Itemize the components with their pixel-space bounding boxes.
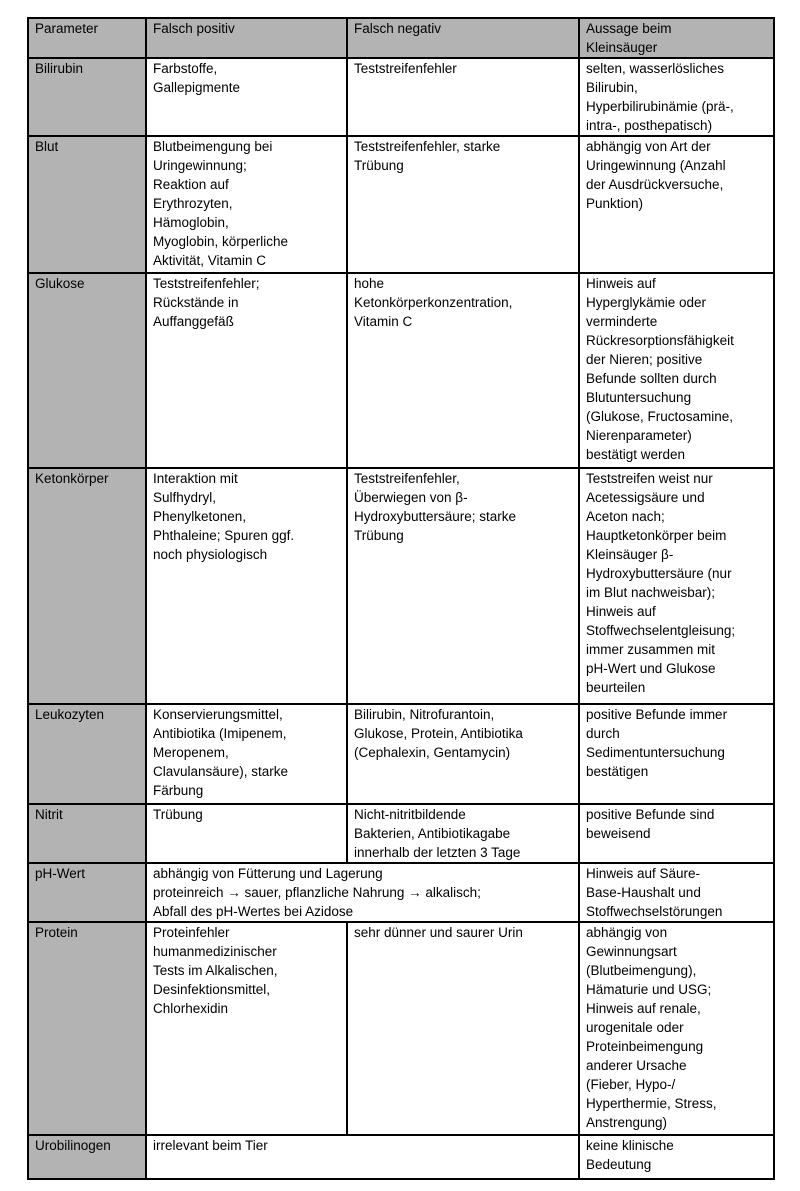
cell-text-line: Phthaleine; Spuren ggf. — [153, 528, 295, 543]
header-row — [28, 18, 774, 58]
cell-text-line: Base-Haushalt und — [586, 885, 701, 900]
parameter-cell: Leukozyten — [28, 704, 146, 804]
cell-text-line: Glukose, Protein, Antibiotika — [354, 726, 523, 741]
table-row — [28, 922, 774, 1135]
falsch-positiv-cell — [146, 136, 347, 273]
parameter-cell: Protein — [28, 922, 146, 1135]
aussage-cell — [579, 136, 774, 273]
cell-text-line: bestätigt werden — [586, 447, 686, 462]
cell-text-line: Abfall des pH-Wertes bei Azidose — [153, 904, 354, 919]
table-row — [28, 863, 774, 922]
cell-text-line: Hyperthermie, Stress, — [586, 1096, 717, 1111]
cell-text-line: Hyperglykämie oder — [586, 295, 707, 310]
cell-text-line: (Fieber, Hypo-/ — [586, 1077, 676, 1092]
cell-text-line: anderer Ursache — [586, 1058, 687, 1073]
cell-text-line: bestätigen — [586, 764, 649, 779]
cell-text-line: Trübung — [354, 528, 404, 543]
cell-text-line: Myoglobin, körperliche — [153, 234, 289, 249]
cell-text-line: selten, wasserlösliches — [586, 61, 725, 76]
cell-text-line: Gallepigmente — [153, 80, 241, 95]
cell-text-line: humanmedizinischer — [153, 944, 277, 959]
table-row — [28, 704, 774, 804]
parameter-cell: Bilirubin — [28, 58, 146, 136]
cell-text-line: Ketonkörperkonzentration, — [354, 295, 513, 310]
cell-text-line: durch — [586, 726, 620, 741]
cell-text-line: (Blutbeimengung), — [586, 963, 697, 978]
cell-text-line: Kleinsäuger — [586, 40, 658, 55]
aussage-cell — [579, 922, 774, 1135]
cell-text-line: (Cephalexin, Gentamycin) — [354, 745, 511, 760]
cell-text-line: verminderte — [586, 314, 658, 329]
cell-text-line: noch physiologisch — [153, 547, 268, 562]
cell-text-line: abhängig von Fütterung und Lagerung — [153, 866, 383, 881]
cell-text-line: Hyperbilirubinämie (prä-, — [586, 99, 734, 114]
table-row — [28, 1135, 774, 1179]
cell-text-line: Färbung — [153, 783, 204, 798]
cell-text-line: beweisend — [586, 826, 651, 841]
cell-text-line: Erythrozyten, — [153, 196, 233, 211]
cell-text-line: Hauptketonkörper beim — [586, 528, 727, 543]
urinanalysis-table — [27, 17, 775, 1180]
column-header-aussage — [579, 18, 774, 58]
aussage-cell — [579, 273, 774, 468]
cell-text-line: Bedeutung — [586, 1157, 652, 1172]
cell-text-line: der Nieren; positive — [586, 352, 703, 367]
cell-text-line: irrelevant beim Tier — [153, 1138, 268, 1153]
cell-text-line: Befunde sollten durch — [586, 371, 717, 386]
table-row — [28, 273, 774, 468]
aussage-cell — [579, 58, 774, 136]
cell-text-line: Aktivität, Vitamin C — [153, 253, 267, 268]
parameter-cell: Ketonkörper — [28, 468, 146, 704]
falsch-positiv-cell — [146, 704, 347, 804]
cell-text-line: positive Befunde sind — [586, 807, 715, 822]
falsch-positiv-cell — [146, 273, 347, 468]
cell-text-line: keine klinische — [586, 1138, 674, 1153]
falsch-positiv-cell — [146, 804, 347, 863]
cell-text-line: Hinweis auf — [586, 276, 656, 291]
cell-text-line: Hinweis auf Säure- — [586, 866, 701, 881]
cell-text-line: Hämoglobin, — [153, 215, 229, 230]
cell-text-line: Rückresorptionsfähigkeit — [586, 333, 734, 348]
falsch-negativ-cell — [347, 704, 579, 804]
cell-text-line: Aussage beim — [586, 21, 672, 36]
falsch-negativ-cell — [347, 804, 579, 863]
parameter-cell: Blut — [28, 136, 146, 273]
cell-text-line: Blutuntersuchung — [586, 390, 692, 405]
cell-text-line: Sedimentuntersuchung — [586, 745, 725, 760]
aussage-cell — [579, 804, 774, 863]
document-page — [27, 17, 773, 1177]
cell-text-line: Clavulansäure), starke — [153, 764, 289, 779]
cell-text-line: Hydroxybuttersäure; starke — [354, 509, 517, 524]
cell-text-line: Falsch positiv — [153, 21, 235, 36]
cell-text-line: Stoffwechselstörungen — [586, 904, 723, 919]
cell-text-line: (Glukose, Fructosamine, — [586, 409, 734, 424]
cell-text-line: Anstrengung) — [586, 1115, 668, 1130]
falsch-negativ-cell — [347, 922, 579, 1135]
cell-text-line: Trübung — [153, 807, 203, 822]
cell-text-line: abhängig von — [586, 925, 668, 940]
table-row — [28, 804, 774, 863]
cell-text-line: positive Befunde immer — [586, 707, 728, 722]
cell-text-line: Teststreifenfehler, — [354, 471, 460, 486]
cell-text-line: Teststreifen weist nur — [586, 471, 713, 486]
cell-text-line: Konservierungsmittel, — [153, 707, 283, 722]
cell-text-line: Phenylketonen, — [153, 509, 247, 524]
cell-text-line: Auffanggefäß — [153, 314, 234, 329]
cell-text-line: Hinweis auf — [586, 604, 656, 619]
merged-cell — [146, 863, 579, 922]
column-header-falsch-negativ — [347, 18, 579, 58]
cell-text-line: hohe — [354, 276, 385, 291]
falsch-negativ-cell — [347, 58, 579, 136]
cell-text-line: Hydroxybuttersäure (nur — [586, 566, 732, 581]
cell-text-line: Falsch negativ — [354, 21, 442, 36]
cell-text-line: Bilirubin, Nitrofurantoin, — [354, 707, 495, 722]
cell-text-line: Gewinnungsart — [586, 944, 677, 959]
cell-text-line: Kleinsäuger β- — [586, 547, 674, 562]
cell-text-line: Tests im Alkalischen, — [153, 963, 278, 978]
cell-text-line: Punktion) — [586, 196, 644, 211]
cell-text-line: intra-, posthepatisch) — [586, 118, 713, 133]
cell-text-line: Hämaturie und USG; — [586, 982, 712, 997]
cell-text-line: Stoffwechselentgleisung; — [586, 623, 736, 638]
column-header-parameter — [28, 18, 146, 58]
merged-cell — [146, 1135, 579, 1179]
falsch-negativ-cell — [347, 136, 579, 273]
parameter-cell: Nitrit — [28, 804, 146, 863]
cell-text-line: Teststreifenfehler, starke — [354, 139, 501, 154]
cell-text-line: Uringewinnung (Anzahl — [586, 158, 726, 173]
cell-text-line: Proteinbeimengung — [586, 1039, 704, 1054]
table-row — [28, 468, 774, 704]
aussage-cell — [579, 1135, 774, 1179]
cell-text-line: beurteilen — [586, 680, 646, 695]
column-header-falsch-positiv — [146, 18, 347, 58]
falsch-negativ-cell — [347, 273, 579, 468]
table-row — [28, 136, 774, 273]
cell-text-line: sehr dünner und saurer Urin — [354, 925, 523, 940]
cell-text-line: Teststreifenfehler — [354, 61, 457, 76]
parameter-cell: pH-Wert — [28, 863, 146, 922]
cell-text-line: innerhalb der letzten 3 Tage — [354, 845, 521, 860]
cell-text-line: Vitamin C — [354, 314, 413, 329]
cell-text-line: Rückstände in — [153, 295, 239, 310]
falsch-positiv-cell — [146, 468, 347, 704]
cell-text-line: Nierenparameter) — [586, 428, 692, 443]
cell-text-line: Meropenem, — [153, 745, 229, 760]
cell-text-line: Bakterien, Antibiotikagabe — [354, 826, 511, 841]
falsch-negativ-cell — [347, 468, 579, 704]
cell-text-line: Desinfektionsmittel, — [153, 982, 271, 997]
cell-text-line: proteinreich → sauer, pflanzliche Nahrung → alkalisch; — [153, 885, 481, 900]
cell-text-line: Blutbeimengung bei — [153, 139, 273, 154]
parameter-cell: Urobilinogen — [28, 1135, 146, 1179]
aussage-cell — [579, 468, 774, 704]
cell-text-line: Antibiotika (Imipenem, — [153, 726, 287, 741]
cell-text-line: abhängig von Art der — [586, 139, 711, 154]
falsch-positiv-cell — [146, 58, 347, 136]
cell-text-line: Acetessigsäure und — [586, 490, 705, 505]
cell-text-line: Sulfhydryl, — [153, 490, 217, 505]
cell-text-line: urogenitale oder — [586, 1020, 684, 1035]
table-row — [28, 58, 774, 136]
cell-text-line: Trübung — [354, 158, 404, 173]
cell-text-line: Parameter — [35, 21, 99, 36]
cell-text-line: Bilirubin, — [586, 80, 638, 95]
cell-text-line: Uringewinnung; — [153, 158, 247, 173]
cell-text-line: Reaktion auf — [153, 177, 229, 192]
cell-text-line: Überwiegen von β- — [354, 490, 468, 505]
parameter-cell: Glukose — [28, 273, 146, 468]
cell-text-line: pH-Wert und Glukose — [586, 661, 716, 676]
falsch-positiv-cell — [146, 922, 347, 1135]
cell-text-line: Teststreifenfehler; — [153, 276, 260, 291]
aussage-cell — [579, 704, 774, 804]
cell-text-line: Farbstoffe, — [153, 61, 218, 76]
cell-text-line: Chlorhexidin — [153, 1001, 229, 1016]
cell-text-line: immer zusammen mit — [586, 642, 716, 657]
cell-text-line: Proteinfehler — [153, 925, 230, 940]
table-body — [28, 58, 774, 1179]
cell-text-line: Aceton nach; — [586, 509, 665, 524]
aussage-cell — [579, 863, 774, 922]
cell-text-line: der Ausdrückversuche, — [586, 177, 724, 192]
cell-text-line: Nicht-nitritbildende — [354, 807, 466, 822]
cell-text-line: im Blut nachweisbar); — [586, 585, 716, 600]
cell-text-line: Interaktion mit — [153, 471, 238, 486]
cell-text-line: Hinweis auf renale, — [586, 1001, 701, 1016]
